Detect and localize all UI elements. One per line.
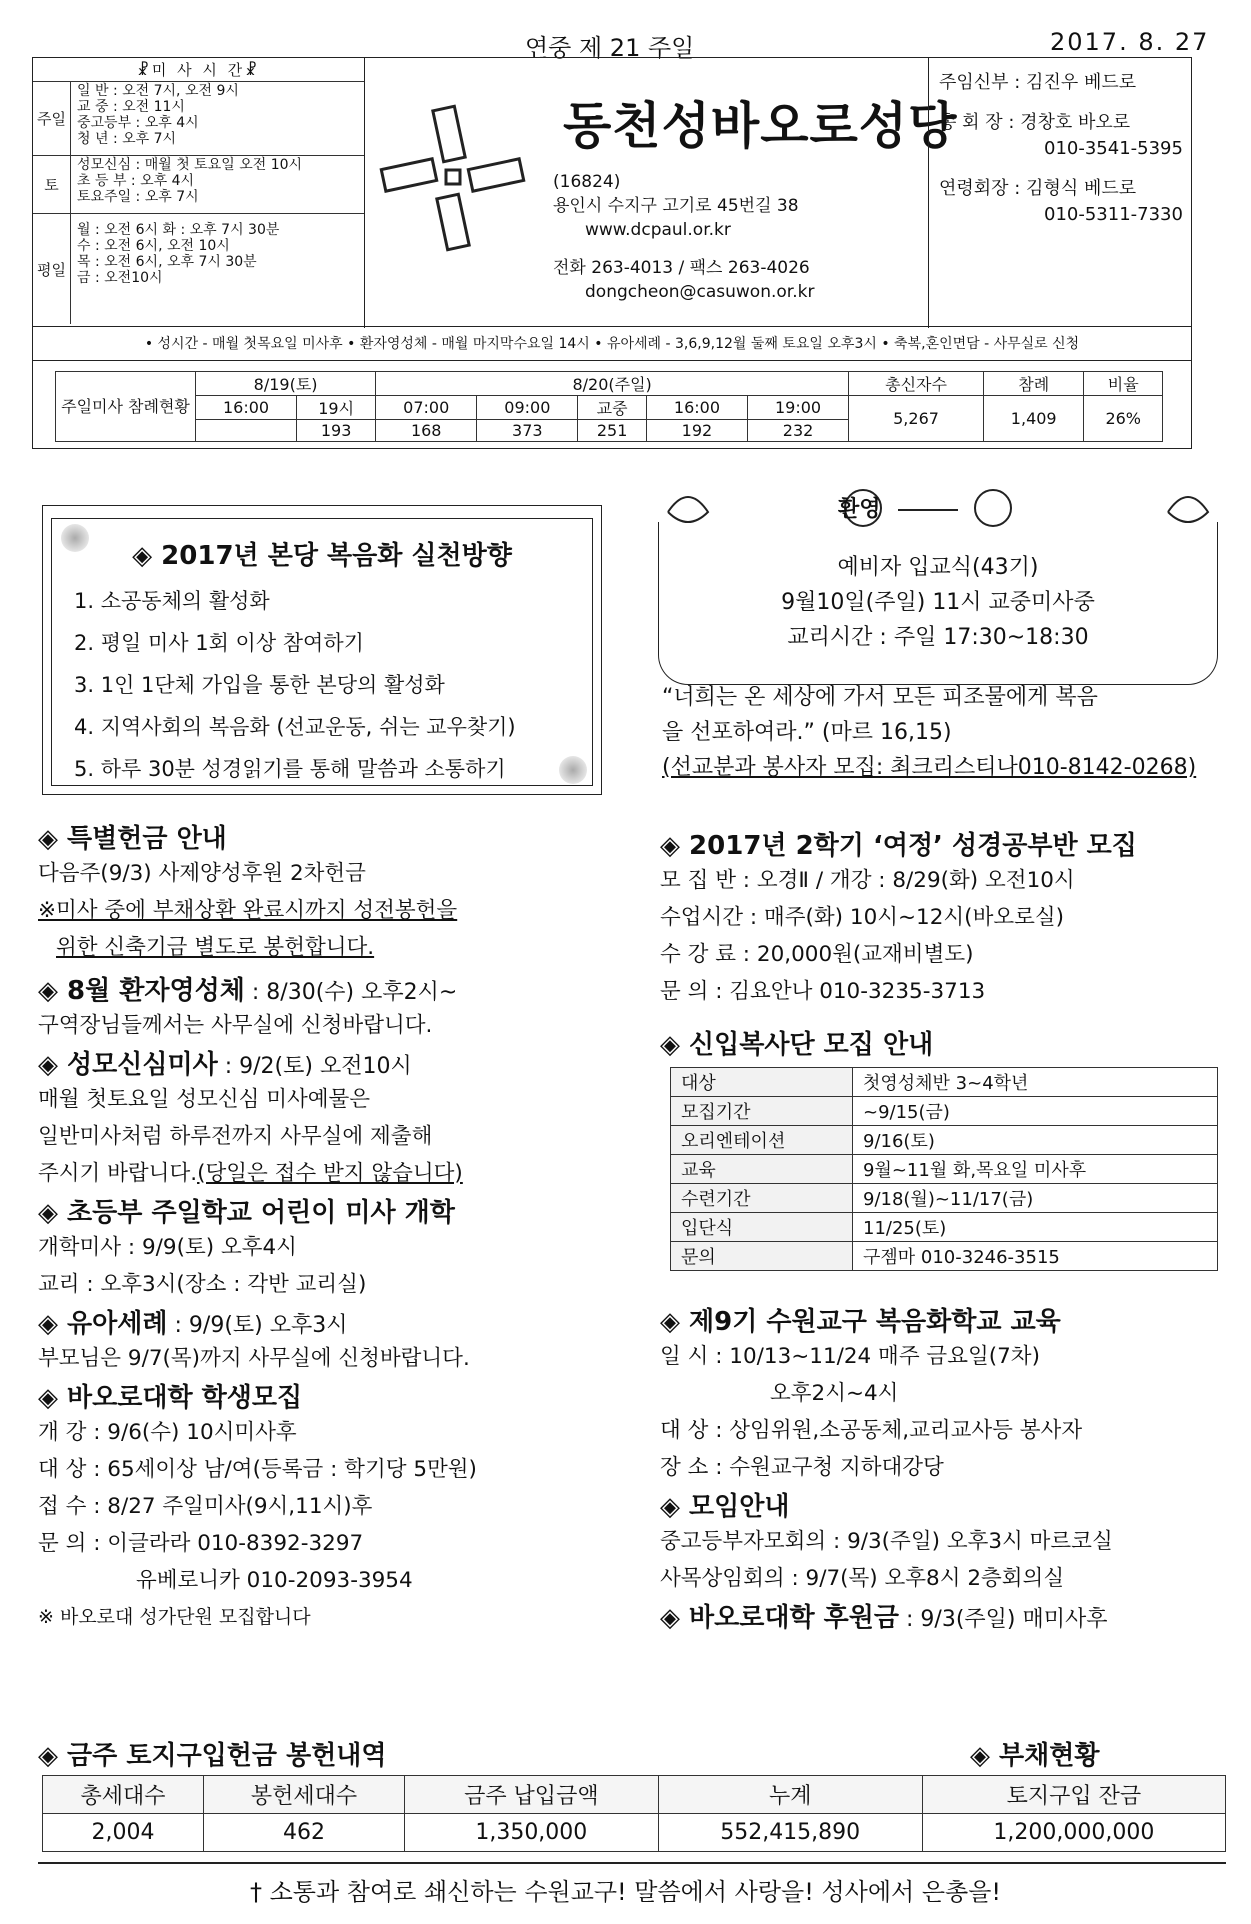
footer-divider	[38, 1862, 1226, 1864]
univ-support-heading	[660, 1597, 1240, 1634]
sick-communion-date: : 8/30(수) 오후2시~	[244, 980, 458, 1005]
infant-baptism-title: ◈ 유아세례	[38, 1309, 168, 1339]
sick-communion-title: ◈ 8월 환자영성체	[38, 976, 245, 1006]
notice-line: 대 상 : 65세이상 남/여(등록금 : 학기당 5만원)	[38, 1457, 477, 1482]
notice-line: ※미사 중에 부채상환 완료시까지 성전봉헌을	[38, 898, 458, 923]
mass-line: 교 중 : 오전 11시	[77, 99, 185, 115]
notice-line: 수 강 료 : 20,000원(교재비별도)	[660, 942, 974, 967]
notice-line: 개학미사 : 9/9(토) 오후4시	[38, 1235, 297, 1260]
infant-baptism-date: : 9/9(토) 오후3시	[167, 1313, 348, 1338]
table-row: 교육 9월~11월 화,목요일 미사후	[671, 1155, 1218, 1184]
council-president: 총 회 장 : 경창호 바오로	[939, 112, 1131, 133]
notice-line: 사목상임회의 : 9/7(목) 오후8시 2층회의실	[660, 1566, 1065, 1591]
table-cell: 1,200,000,000	[922, 1814, 1225, 1852]
welcome-title: 환영	[838, 497, 881, 522]
parish-logo	[378, 98, 528, 258]
sick-communion-heading	[38, 970, 638, 1007]
notice-line: 유베로니카 010-2093-3954	[136, 1568, 413, 1593]
mass-count: 193	[297, 420, 376, 442]
mass-line: 중고등부 : 오후 4시	[77, 115, 199, 131]
mass-times-title: ☧미 사 시 간☧	[33, 58, 364, 82]
mass-time: 16:00	[646, 396, 747, 420]
table-row: 대상 첫영성체반 3~4학년	[671, 1068, 1218, 1097]
evangelization-item: 4. 지역사회의 복음화 (선교운동, 쉬는 교우찾기)	[74, 715, 516, 739]
parish-contact	[553, 256, 814, 304]
debt-status-title: ◈ 부채현황	[970, 1741, 1100, 1771]
parish-address	[553, 170, 799, 242]
notice-line: 위한 신축기금 별도로 봉헌합니다.	[56, 935, 375, 960]
notice-line: 교리 : 오후3시(장소 : 각반 교리실)	[38, 1272, 367, 1297]
mass-group-saturday	[33, 156, 364, 214]
notice-line: 접 수 : 8/27 주일미사(9시,11시)후	[38, 1494, 373, 1519]
attendance-section	[32, 361, 1192, 449]
notice-line: 문 의 : 김요안나 010-3235-3713	[660, 979, 986, 1004]
table-row	[43, 1776, 1226, 1814]
ratio-label: 비율	[1084, 372, 1163, 396]
notice-line: 매월 첫토요일 성모신심 미사예물은	[38, 1087, 371, 1112]
table-cell: 1,350,000	[404, 1814, 658, 1852]
notice-line: 중고등부자모회의 : 9/3(주일) 오후3시 마르코실	[660, 1529, 1113, 1554]
notice-line: 일반미사처럼 하루전까지 사무실에 제출해	[38, 1124, 433, 1149]
quote-line: 을 선포하여라.” (마르 16,15)	[662, 720, 952, 745]
staff-box	[928, 58, 1193, 328]
mass-count: 232	[748, 420, 849, 442]
sun-date: 8/20(주일)	[376, 372, 849, 396]
mass-line: 일 반 : 오전 7시, 오전 9시	[77, 83, 239, 99]
notice-line: 문 의 : 이글라라 010-8392-3297	[38, 1531, 364, 1556]
land-offering-title: ◈ 금주 토지구입헌금 봉헌내역	[38, 1741, 387, 1771]
mass-group-weekday	[33, 214, 364, 324]
cross-logo-icon	[378, 98, 528, 258]
federation-phone: 010-5311-7330	[1044, 204, 1183, 225]
notice-line: 오후2시~4시	[770, 1381, 899, 1406]
notice-line: 주시기 바랍니다.	[38, 1161, 198, 1186]
sat-date: 8/19(토)	[196, 372, 376, 396]
mass-group-label: 토	[33, 156, 71, 213]
land-offering-table	[42, 1775, 1226, 1852]
table-cell: 552,415,890	[658, 1814, 922, 1852]
notice-line: 수업시간 : 매주(화) 10시~12시(바오로실)	[660, 905, 1065, 930]
table-row	[43, 1814, 1226, 1852]
table-cell: 2,004	[43, 1814, 204, 1852]
table-row: 문의 구젬마 010-3246-3515	[671, 1242, 1218, 1271]
evangelization-item: 2. 평일 미사 1회 이상 참여하기	[74, 631, 364, 655]
ratio-value: 26%	[1084, 396, 1163, 442]
meeting-title: ◈ 모임안내	[660, 1492, 790, 1522]
total-value: 5,267	[849, 396, 984, 442]
welcome-line: 예비자 입교식(43기)	[837, 555, 1039, 580]
notice-line: 다음주(9/3) 사제양성후원 2차헌금	[38, 861, 366, 886]
altar-server-title: ◈ 신입복사단 모집 안내	[660, 1030, 934, 1060]
mass-group-sunday	[33, 82, 364, 156]
notice-line: 대 상 : 상임위원,소공동체,교리교사등 봉사자	[660, 1418, 1083, 1443]
website-link[interactable]: www.dcpaul.or.kr	[585, 220, 731, 240]
scripture-quote	[662, 680, 1232, 785]
marian-mass-date: : 9/2(토) 오전10시	[217, 1054, 412, 1079]
volunteer-recruit: (선교분과 봉사자 모집: 최크리스티나010-8142-0268)	[662, 755, 1197, 780]
mass-line: 토요주일 : 오후 7시	[77, 189, 199, 205]
mass-line: 성모신심 : 매월 첫 토요일 오전 10시	[77, 157, 303, 173]
parish-name: 동천성바오로성당	[563, 97, 958, 155]
bible-study-title: ◈ 2017년 2학기 ‘여정’ 성경공부반 모집	[660, 831, 1137, 861]
street-address: 용인시 수지구 고기로 45번길 38	[553, 196, 799, 216]
header-box	[32, 57, 1192, 327]
notice-line: 구역장님들께서는 사무실에 신청바랍니다.	[38, 1013, 433, 1038]
mass-count: 192	[646, 420, 747, 442]
infant-baptism-heading	[38, 1303, 638, 1340]
evangelization-title: ◈ 2017년 본당 복음화 실천방향	[132, 541, 512, 571]
left-column	[38, 818, 638, 1636]
attend-label: 참례	[983, 372, 1083, 396]
mass-time: 16:00	[196, 396, 297, 420]
welcome-box	[658, 482, 1233, 687]
table-header: 누계	[658, 1776, 922, 1814]
attendance-row-label: 주일미사 참례현황	[56, 372, 196, 442]
evangelization-item: 3. 1인 1단체 가입을 통한 본당의 활성화	[74, 673, 445, 697]
mass-time: 19:00	[748, 396, 849, 420]
attend-value: 1,409	[983, 396, 1083, 442]
univ-support-date: : 9/3(주일) 매미사후	[899, 1607, 1108, 1632]
mass-line: 금 : 오전10시	[77, 270, 163, 286]
mass-line: 초 등 부 : 오후 4시	[77, 173, 195, 189]
special-offering-title: ◈ 특별헌금 안내	[38, 824, 227, 854]
notice-bar: • 성시간 - 매월 첫목요일 미사후 • 환자영성체 - 매월 마지막수요일 14시 • 유아세례 - 3,6,9,12월 둘째 토요일 오후3시 • 축복,혼인면담 - 사무실로 신청	[32, 327, 1192, 361]
table-row: 오리엔테이션 9/16(토)	[671, 1126, 1218, 1155]
table-cell: 462	[204, 1814, 405, 1852]
footer-motto: † 소통과 참여로 쇄신하는 수원교구! 말씀에서 사랑을! 성사에서 은총을!	[249, 1878, 1002, 1906]
marian-mass-title: ◈ 성모신심미사	[38, 1050, 218, 1080]
mass-time: 07:00	[376, 396, 477, 420]
table-header: 총세대수	[43, 1776, 204, 1814]
total-label: 총신자수	[849, 372, 984, 396]
notice-line: 모 집 반 : 오경Ⅱ / 개강 : 8/29(화) 오전10시	[660, 868, 1075, 893]
mass-line: 청 년 : 오후 7시	[77, 131, 177, 147]
welcome-line: 9월10일(주일) 11시 교중미사중	[781, 590, 1095, 615]
mass-time: 09:00	[477, 396, 578, 420]
council-phone: 010-3541-5395	[1044, 138, 1183, 159]
notice-line: (당일은 접수 받지 않습니다)	[197, 1161, 463, 1186]
attendance-table	[55, 371, 1163, 442]
mass-line: 목 : 오전 6시, 오후 7시 30분	[77, 254, 257, 270]
mass-count: 373	[477, 420, 578, 442]
mass-group-label: 주일	[33, 82, 71, 155]
table-header: 봉헌세대수	[204, 1776, 405, 1814]
table-header: 토지구입 잔금	[922, 1776, 1225, 1814]
notice-line: 일 시 : 10/13~11/24 매주 금요일(7차)	[660, 1344, 1040, 1369]
marian-mass-heading	[38, 1044, 638, 1081]
mass-count: 168	[376, 420, 477, 442]
federation-president: 연령회장 : 김형식 베드로	[939, 178, 1137, 199]
mass-time: 19시	[297, 396, 376, 420]
mass-group-label: 평일	[33, 214, 71, 324]
table-header: 금주 납입금액	[404, 1776, 658, 1814]
evangelization-item: 5. 하루 30분 성경읽기를 통해 말씀과 소통하기	[74, 757, 506, 781]
notice-line: 부모님은 9/7(목)까지 사무실에 신청바랍니다.	[38, 1346, 470, 1371]
univ-support-title: ◈ 바오로대학 후원금	[660, 1603, 900, 1633]
table-row: 모집기간 ~9/15(금)	[671, 1097, 1218, 1126]
sunday-school-title: ◈ 초등부 주일학교 어린이 미사 개학	[38, 1198, 455, 1228]
table-row: 입단식 11/25(토)	[671, 1213, 1218, 1242]
evangelization-school-title: ◈ 제9기 수원교구 복음화학교 교육	[660, 1307, 1061, 1337]
welcome-line: 교리시간 : 주일 17:30~18:30	[787, 625, 1089, 650]
right-column	[660, 825, 1240, 1634]
postal-code: (16824)	[553, 172, 621, 192]
paul-university-title: ◈ 바오로대학 학생모집	[38, 1383, 303, 1413]
notice-line: 장 소 : 수원교구청 지하대강당	[660, 1455, 944, 1480]
evangelization-box	[42, 505, 602, 795]
table-row: 수련기간 9/18(월)~11/17(금)	[671, 1184, 1218, 1213]
mass-line: 수 : 오전 6시, 오전 10시	[77, 238, 230, 254]
bulletin-date: 2017. 8. 27	[1050, 28, 1210, 56]
mass-line: 월 : 오전 6시 화 : 오후 7시 30분	[77, 222, 280, 238]
pastor: 주임신부 : 김진우 베드로	[939, 72, 1137, 93]
phone-fax: 전화 263-4013 / 팩스 263-4026	[553, 258, 810, 278]
email-link[interactable]: dongcheon@casuwon.or.kr	[585, 282, 815, 302]
mass-time: 교중	[578, 396, 647, 420]
mass-count	[196, 420, 297, 442]
mass-count: 251	[578, 420, 647, 442]
week-label: 연중 제 21 주일	[525, 34, 695, 62]
quote-line: “너희는 온 세상에 가서 모든 피조물에게 복음	[662, 685, 1098, 710]
mass-times-box	[33, 58, 365, 328]
evangelization-item: 1. 소공동체의 활성화	[74, 589, 270, 613]
altar-server-table	[670, 1067, 1218, 1271]
notice-line: 개 강 : 9/6(수) 10시미사후	[38, 1420, 297, 1445]
notice-line: ※ 바오로대 성가단원 모집합니다	[38, 1606, 311, 1628]
